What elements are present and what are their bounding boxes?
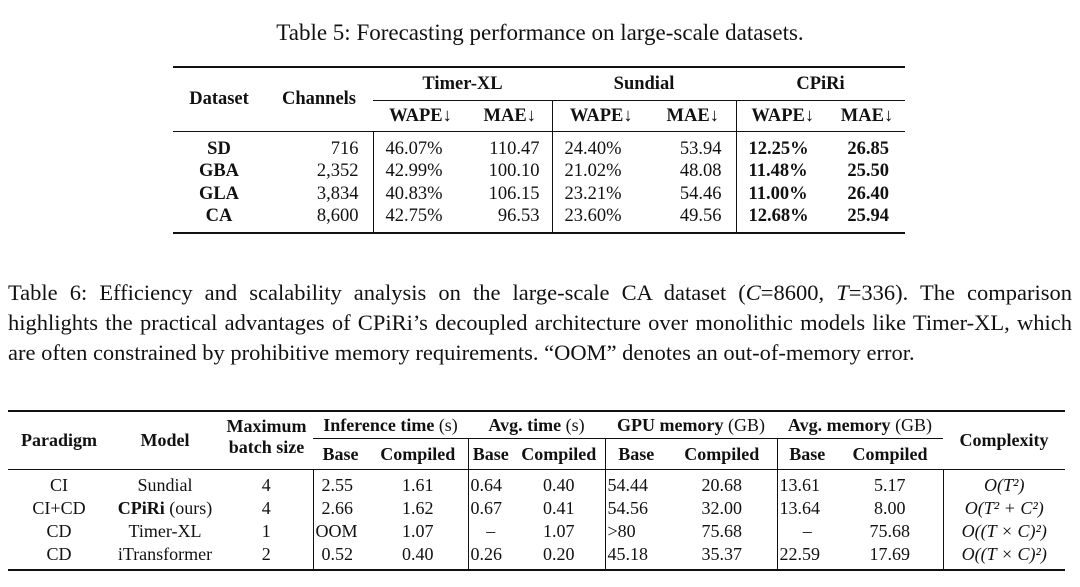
table6-caption [8, 278, 1072, 368]
t6-header-batch: Maximum batch size [226, 416, 307, 457]
t5-header-cpiri: CPiRi [736, 67, 905, 101]
t6-header-compiled: Compiled [684, 443, 760, 464]
t5-cell-channels: 8,600 [316, 206, 359, 227]
t5-header-dataset: Dataset [189, 89, 249, 109]
t5-header-wape: WAPE↓ [736, 101, 829, 132]
t5-cell: 100.10 [488, 161, 540, 182]
t5-cell: 49.56 [679, 206, 722, 227]
header-label: Inference time [323, 414, 435, 435]
t6-cell-complexity: O(T²) [943, 470, 1065, 498]
t5-row [173, 183, 905, 206]
t6-header-base: Base [605, 439, 667, 470]
table5-caption: Table 5: Forecasting performance on large-scale datasets. [276, 20, 804, 45]
t5-cell-dataset: CA [205, 206, 233, 227]
t5-cell: 54.46 [679, 183, 722, 204]
t6-cell-complexity: O(T² + C²) [943, 497, 1065, 520]
t6-cell: 45.18 [605, 543, 667, 570]
t6-cell: 20.68 [701, 475, 742, 495]
t5-header-channels: Channels [281, 89, 357, 109]
t6-row [8, 470, 1065, 498]
t6-header-base: Base [322, 443, 359, 464]
t5-cell: 23.60% [552, 206, 650, 234]
t6-cell: 8.00 [874, 498, 906, 518]
t6-header-compiled: Compiled [852, 443, 928, 464]
t5-cell: 25.50 [847, 161, 889, 182]
caption-text: Table 6: Efficiency and scalability analysis on the large-scale CA dataset ( [8, 280, 746, 305]
t5-cell: 26.85 [847, 138, 889, 159]
t6-cell-batch: 4 [261, 498, 271, 518]
t6-cell-paradigm: CD [46, 521, 72, 541]
t6-header-compiled: Compiled [521, 443, 597, 464]
header-unit: (GB) [727, 414, 765, 435]
t5-cell: 96.53 [497, 206, 540, 227]
t6-header-gpu [605, 411, 777, 439]
t5-cell: 12.25% [736, 132, 829, 161]
t5-cell-channels: 3,834 [316, 183, 359, 204]
t6-header-inference [313, 411, 468, 439]
t6-cell: 1.62 [402, 498, 434, 518]
model-name: CPiRi [117, 498, 165, 518]
t6-header-complexity: Complexity [959, 430, 1049, 450]
t5-cell: 106.15 [488, 183, 540, 204]
t6-header-compiled: Compiled [380, 443, 456, 464]
t5-cell-dataset: GLA [198, 183, 240, 204]
t5-cell: 24.40% [552, 132, 650, 161]
header-label: Avg. time [488, 414, 562, 435]
t6-cell-batch: 2 [261, 544, 271, 564]
t5-cell: 26.40 [847, 183, 889, 204]
t5-cell: 48.08 [679, 161, 722, 182]
model-suffix: (ours) [164, 498, 213, 518]
t5-row [173, 206, 905, 234]
t5-row [173, 132, 905, 161]
t6-header-base: Base [468, 439, 513, 470]
t6-cell: 75.68 [869, 521, 910, 541]
t5-cell: 12.68% [736, 206, 829, 234]
t6-header-base: Base [777, 439, 837, 470]
t6-cell: 1.07 [543, 521, 575, 541]
t6-cell: 32.00 [701, 498, 742, 518]
t5-cell: 46.07% [373, 132, 468, 161]
t5-cell: 21.02% [552, 161, 650, 184]
t5-cell-dataset: GBA [198, 161, 240, 182]
model-name: iTransformer [117, 544, 213, 564]
t6-cell: 54.44 [605, 470, 667, 498]
caption-var-c: C [745, 280, 761, 305]
t5-cell-channels: 2,352 [316, 161, 359, 182]
t5-row [173, 161, 905, 184]
t5-header-mae: MAE↓ [666, 105, 719, 126]
header-unit: (s) [438, 414, 458, 435]
t5-cell: 25.94 [847, 206, 889, 227]
t6-cell: 0.40 [402, 544, 434, 564]
t6-cell-paradigm: CI+CD [32, 498, 86, 518]
t6-cell-batch: 1 [261, 521, 271, 541]
t6-cell: – [777, 520, 837, 543]
t5-cell: 42.75% [373, 206, 468, 234]
t6-cell: – [468, 520, 513, 543]
header-label: GPU memory [617, 414, 724, 435]
t5-header-sundial: Sundial [552, 67, 736, 101]
t5-header-mae: MAE↓ [483, 105, 536, 126]
t6-cell: >80 [605, 520, 667, 543]
t6-cell: 35.37 [701, 544, 742, 564]
t6-cell: 0.26 [468, 543, 513, 570]
t5-header-timerxl: Timer-XL [373, 67, 552, 101]
t5-cell-channels: 716 [330, 138, 359, 159]
t5-cell: 110.47 [489, 138, 540, 159]
t6-cell: 0.64 [468, 470, 513, 498]
t6-cell: 13.64 [777, 497, 837, 520]
t6-cell: OOM [313, 520, 368, 543]
t6-row [8, 497, 1065, 520]
t5-header-wape: WAPE↓ [389, 105, 452, 126]
model-name: Timer-XL [128, 521, 202, 541]
header-unit: (s) [565, 414, 585, 435]
t6-cell-model [110, 470, 220, 498]
caption-text: =8600, [760, 280, 837, 305]
t6-cell: 1.61 [402, 475, 434, 495]
t6-header-paradigm: Paradigm [21, 430, 97, 450]
t6-cell-model [110, 543, 220, 570]
t6-cell: 5.17 [874, 475, 906, 495]
t6-cell: 75.68 [701, 521, 742, 541]
t6-cell: 13.61 [777, 470, 837, 498]
t6-cell: 0.52 [313, 543, 368, 570]
t5-cell: 23.21% [552, 183, 650, 206]
t6-header-model: Model [140, 430, 190, 450]
t6-cell: 0.41 [543, 498, 575, 518]
t6-cell: 0.67 [468, 497, 513, 520]
t5-cell: 40.83% [373, 183, 468, 206]
t6-cell: 2.66 [313, 497, 368, 520]
t6-cell: 1.07 [402, 521, 434, 541]
t6-cell-paradigm: CI [50, 475, 68, 495]
caption-var-t: T [836, 280, 849, 305]
t6-cell: 22.59 [777, 543, 837, 570]
caption-text: =336). The comparison highlights the practical advantages of CPiRi’s decoupled architecture over monolithic models like Timer-XL, which are often constrained by prohibitive memory requirements. “OOM” denotes an out-of-memory error. [8, 280, 1072, 365]
t5-cell: 42.99% [373, 161, 468, 184]
t6-cell-complexity: O((T × C)²) [943, 520, 1065, 543]
t6-cell-model [110, 520, 220, 543]
t5-cell: 11.00% [736, 183, 829, 206]
table5 [173, 66, 905, 234]
t6-cell: 54.56 [605, 497, 667, 520]
model-name: Sundial [137, 475, 193, 495]
t6-cell-model [110, 497, 220, 520]
header-label: Avg. memory [787, 414, 891, 435]
t6-row [8, 520, 1065, 543]
header-unit: (GB) [895, 414, 933, 435]
t6-cell-batch: 4 [261, 475, 271, 495]
t6-cell: 17.69 [869, 544, 910, 564]
t6-cell-complexity: O((T × C)²) [943, 543, 1065, 570]
t5-header-wape: WAPE↓ [552, 101, 650, 132]
t6-cell: 2.55 [313, 470, 368, 498]
t6-header-avg-time [468, 411, 605, 439]
t6-cell: 0.20 [543, 544, 575, 564]
table6 [8, 410, 1065, 571]
t6-cell-paradigm: CD [46, 544, 72, 564]
t6-header-avg-mem [777, 411, 943, 439]
t6-cell: 0.40 [543, 475, 575, 495]
t5-cell-dataset: SD [207, 138, 231, 159]
t5-cell: 53.94 [679, 138, 722, 159]
t5-header-mae: MAE↓ [840, 105, 894, 126]
t6-row [8, 543, 1065, 570]
t5-cell: 11.48% [736, 161, 829, 184]
